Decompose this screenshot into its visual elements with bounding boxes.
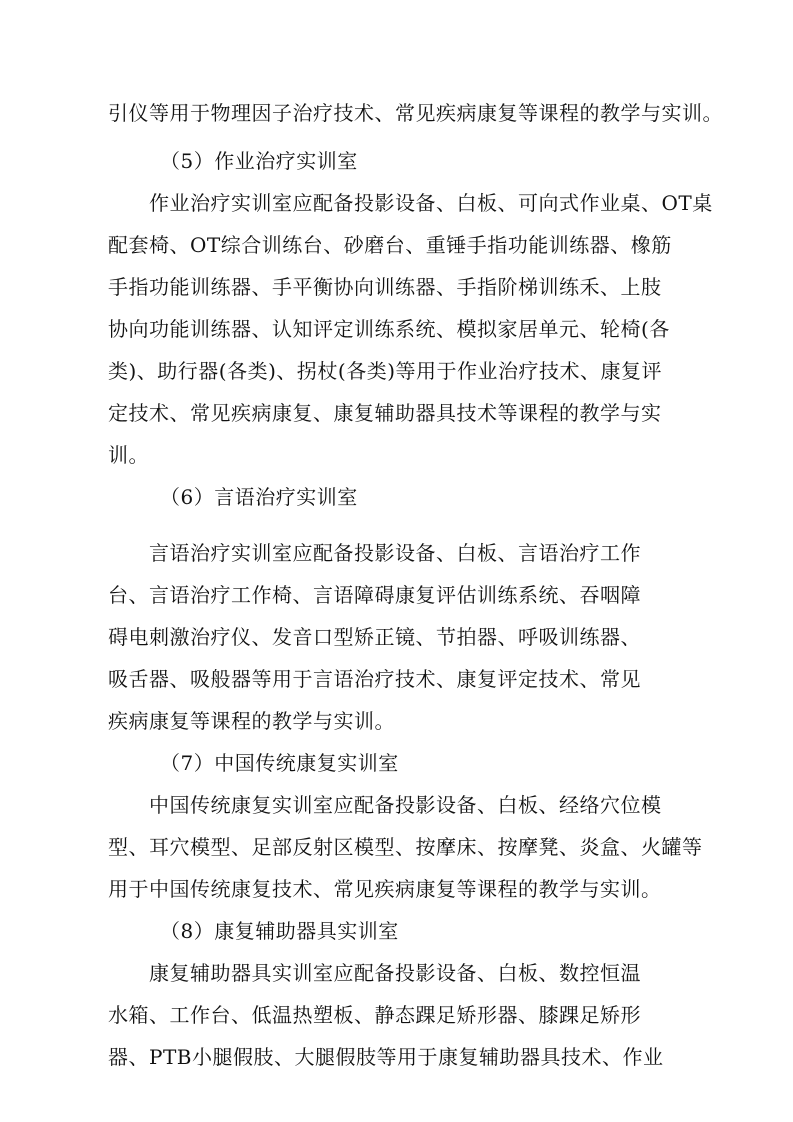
paragraph-line: 作业治疗实训室应配备投影设备、白板、可向式作业桌、OT桌 — [108, 191, 713, 215]
paragraph-line: 碍电刺激治疗仪、发音口型矫正镜、节拍器、呼吸训练器、 — [108, 625, 641, 649]
paragraph-line: 水箱、工作台、低温热塑板、静态踝足矫形器、膝踝足矫形 — [108, 1003, 641, 1027]
paragraph-line: 疾病康复等课程的教学与实训。 — [108, 709, 395, 733]
paragraph-line: 用于中国传统康复技术、常见疾病康复等课程的教学与实训。 — [108, 877, 662, 901]
paragraph-line: 引仪等用于物理因子治疗技术、常见疾病康复等课程的教学与实训。 — [108, 101, 723, 125]
paragraph-line: 协向功能训练器、认知评定训练系统、模拟家居单元、轮椅(各 — [108, 317, 670, 341]
section-heading-tcm-rehabilitation: （7）中国传统康复实训室 — [160, 751, 399, 775]
paragraph-line: 手指功能训练器、手平衡协向训练器、手指阶梯训练禾、上肢 — [108, 275, 662, 299]
paragraph-line: 类)、助行器(各类)、拐杖(各类)等用于作业治疗技术、康复评 — [108, 359, 663, 383]
section-heading-occupational-therapy: （5）作业治疗实训室 — [160, 149, 358, 173]
paragraph-line: 中国传统康复实训室应配备投影设备、白板、经络穴位模 — [108, 793, 662, 817]
section-heading-speech-therapy: （6）言语治疗实训室 — [160, 485, 358, 509]
paragraph-line: 型、耳穴模型、足部反射区模型、按摩床、按摩凳、炎盒、火罐等 — [108, 835, 703, 859]
section-heading-assistive-devices: （8）康复辅助器具实训室 — [160, 919, 399, 943]
paragraph-line: 配套椅、OT综合训练台、砂磨台、重锤手指功能训练器、橡筋 — [108, 233, 672, 257]
paragraph-line: 言语治疗实训室应配备投影设备、白板、言语治疗工作 — [108, 541, 641, 565]
paragraph-line: 吸舌器、吸般器等用于言语治疗技术、康复评定技术、常见 — [108, 667, 641, 691]
paragraph-line: 台、言语治疗工作椅、言语障碍康复评估训练系统、吞咽障 — [108, 583, 641, 607]
paragraph-line: 康复辅助器具实训室应配备投影设备、白板、数控恒温 — [108, 961, 641, 985]
paragraph-line: 定技术、常见疾病康复、康复辅助器具技术等课程的教学与实 — [108, 401, 662, 425]
paragraph-line: 训。 — [108, 443, 149, 467]
paragraph-line: 器、PTB小腿假肢、大腿假肢等用于康复辅助器具技术、作业 — [108, 1045, 664, 1069]
